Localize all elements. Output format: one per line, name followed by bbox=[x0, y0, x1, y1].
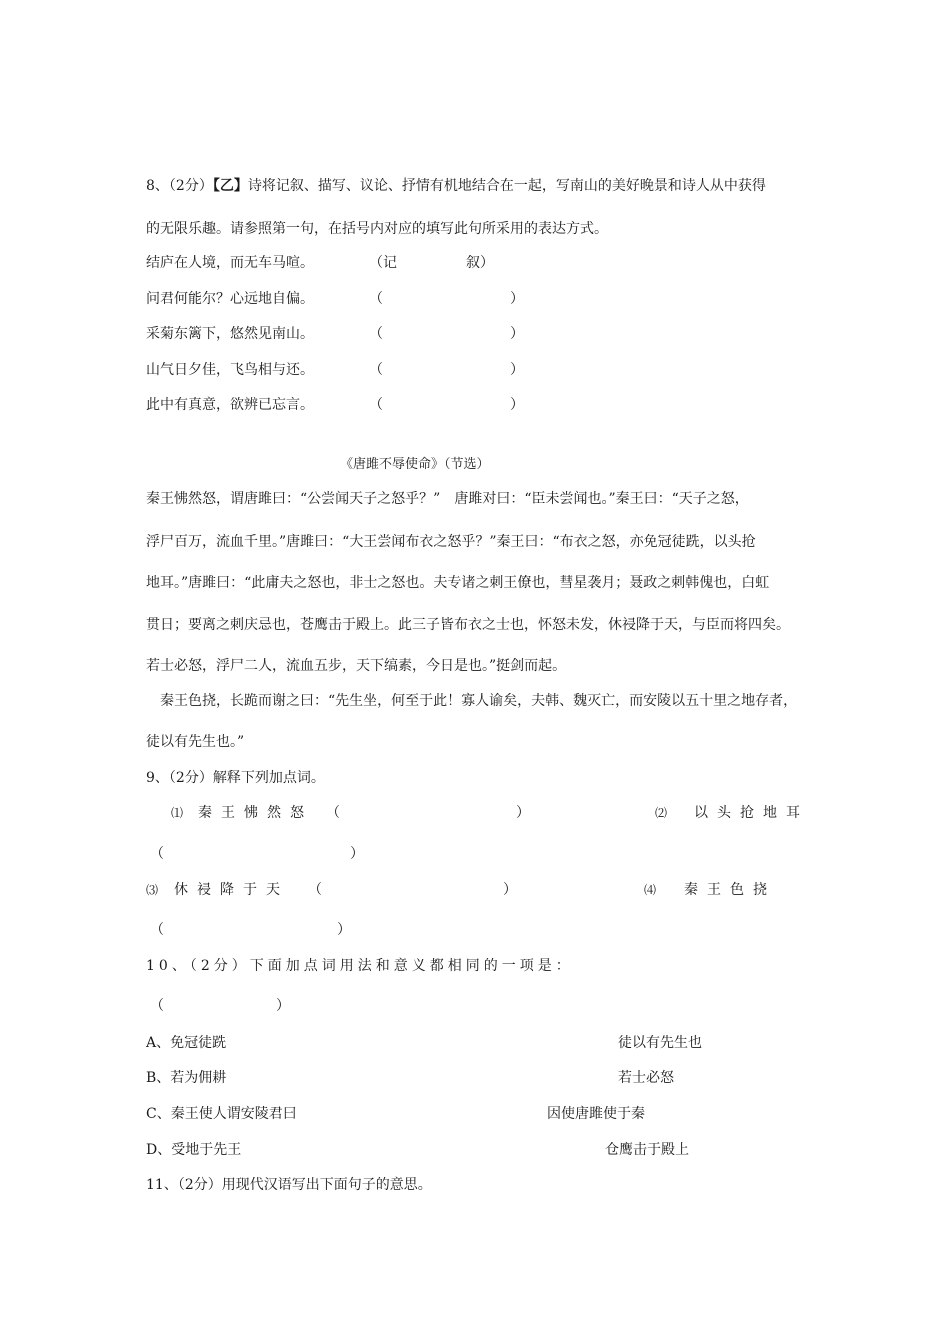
q10-option-d-right: 仓鹰击于殿上 bbox=[605, 1142, 689, 1158]
q10-option-b-right: 若士必怒 bbox=[618, 1070, 674, 1086]
q10-option-c-left: C、秦王使人谓安陵君曰 bbox=[146, 1106, 297, 1122]
passage-line-7: 徒以有先生也。” bbox=[146, 734, 245, 750]
q8-verse-4: 山气日夕佳，飞鸟相与还。 bbox=[146, 362, 314, 378]
q9-stem: 9、（2分）解释下列加点词。 bbox=[146, 770, 325, 786]
q8-verse-3: 采菊东篱下，悠然见南山。 bbox=[146, 326, 314, 342]
q8-stem-continued: 的无限乐趣。请参照第一句，在括号内对应的填写此句所采用的表达方式。 bbox=[146, 221, 608, 237]
q10-stem: 10、（2分）下面加点词用法和意义都相同的一项是： bbox=[146, 958, 574, 974]
q9-item-1-close: ） bbox=[516, 805, 530, 821]
passage-line-4: 贯日；要离之刺庆忌也，苍鹰击于殿上。此三子皆布衣之士也，怀怒未发，休祲降于天，与臣而将四矣。 bbox=[146, 617, 790, 633]
q10-option-b-left: B、若为佣耕 bbox=[146, 1070, 227, 1086]
q9-item-2-text: 以头抢地耳 bbox=[694, 805, 809, 821]
q10-option-d-left: D、受地于先王 bbox=[146, 1142, 242, 1158]
q10-option-a-left: A、免冠徒跣 bbox=[146, 1035, 227, 1051]
passage-line-3: 地耳。”唐雎曰：“此庸夫之怒也，非士之怒也。夫专诸之刺王僚也，彗星袭月；聂政之刺韩傀也，白虹 bbox=[146, 575, 770, 591]
q8-answer-open-2: （ bbox=[369, 291, 383, 307]
q8-answer-close-1: 叙） bbox=[466, 255, 494, 271]
passage-line-1: 秦王怫然怒，谓唐雎曰：“公尝闻天子之怒乎？” 唐雎对曰：“臣未尝闻也。”秦王曰：“天子之怒， bbox=[146, 491, 749, 507]
q9-item-4-number: ⑷ bbox=[644, 883, 657, 897]
q10-answer-close: ） bbox=[276, 998, 290, 1014]
q9-item-4-open: （ bbox=[150, 922, 164, 938]
q10-answer-open: （ bbox=[150, 998, 164, 1014]
q9-item-2-close: ） bbox=[350, 846, 364, 862]
q8-prefix: 8、（2分） bbox=[146, 178, 213, 194]
q9-item-2-number: ⑵ bbox=[655, 806, 668, 820]
q8-answer-open-3: （ bbox=[369, 326, 383, 342]
q9-item-2-open: （ bbox=[150, 846, 164, 862]
passage-line-6: 秦王色挠，长跪而谢之曰：“先生坐，何至于此！寡人谕矣，夫韩、魏灭亡，而安陵以五十里之地存者， bbox=[160, 693, 798, 709]
q8-verse-5: 此中有真意，欲辨已忘言。 bbox=[146, 397, 314, 413]
q9-item-4-close: ） bbox=[337, 922, 351, 938]
q8-text: 诗将记叙、描写、议论、抒情有机地结合在一起，写南山的美好晚景和诗人从中获得 bbox=[247, 178, 766, 194]
q8-stem bbox=[146, 177, 766, 195]
q9-item-1-open: （ bbox=[326, 805, 340, 821]
passage-line-2: 浮尸百万，流血千里。”唐雎曰：“大王尝闻布衣之怒乎？”秦王曰：“布衣之怒，亦免冠徒跣，以头抢 bbox=[146, 534, 756, 550]
q8-answer-close-2: ） bbox=[510, 291, 524, 307]
q8-verse-1: 结庐在人境，而无车马喧。 bbox=[146, 255, 314, 271]
q9-item-1-number: ⑴ bbox=[171, 806, 184, 820]
q10-option-c-right: 因使唐雎使于秦 bbox=[547, 1106, 645, 1122]
q8-answer-close-4: ） bbox=[510, 362, 524, 378]
passage-line-5: 若士必怒，浮尸二人，流血五步，天下缟素，今日是也。”挺剑而起。 bbox=[146, 658, 567, 674]
q8-answer-open-1: （记 bbox=[369, 255, 397, 271]
q8-answer-close-5: ） bbox=[510, 397, 524, 413]
q8-answer-open-5: （ bbox=[369, 397, 383, 413]
q9-item-3-text: 休祲降于天 bbox=[174, 882, 289, 898]
q11-stem: 11、（2分）用现代汉语写出下面句子的意思。 bbox=[146, 1177, 432, 1193]
q9-item-3-number: ⑶ bbox=[146, 883, 159, 897]
q8-answer-open-4: （ bbox=[369, 362, 383, 378]
q8-verse-2: 问君何能尔？心远地自偏。 bbox=[146, 291, 314, 307]
q8-answer-close-3: ） bbox=[510, 326, 524, 342]
q9-item-4-text: 秦王色挠 bbox=[684, 882, 776, 898]
passage-title: 《唐雎不辱使命》（节选） bbox=[340, 457, 490, 472]
q9-item-1-text: 秦王怫然怒 bbox=[198, 805, 313, 821]
q9-item-3-open: （ bbox=[308, 882, 322, 898]
q9-item-3-close: ） bbox=[503, 882, 517, 898]
q8-tag: 【乙】 bbox=[212, 178, 248, 194]
q10-option-a-right: 徒以有先生也 bbox=[618, 1035, 702, 1051]
